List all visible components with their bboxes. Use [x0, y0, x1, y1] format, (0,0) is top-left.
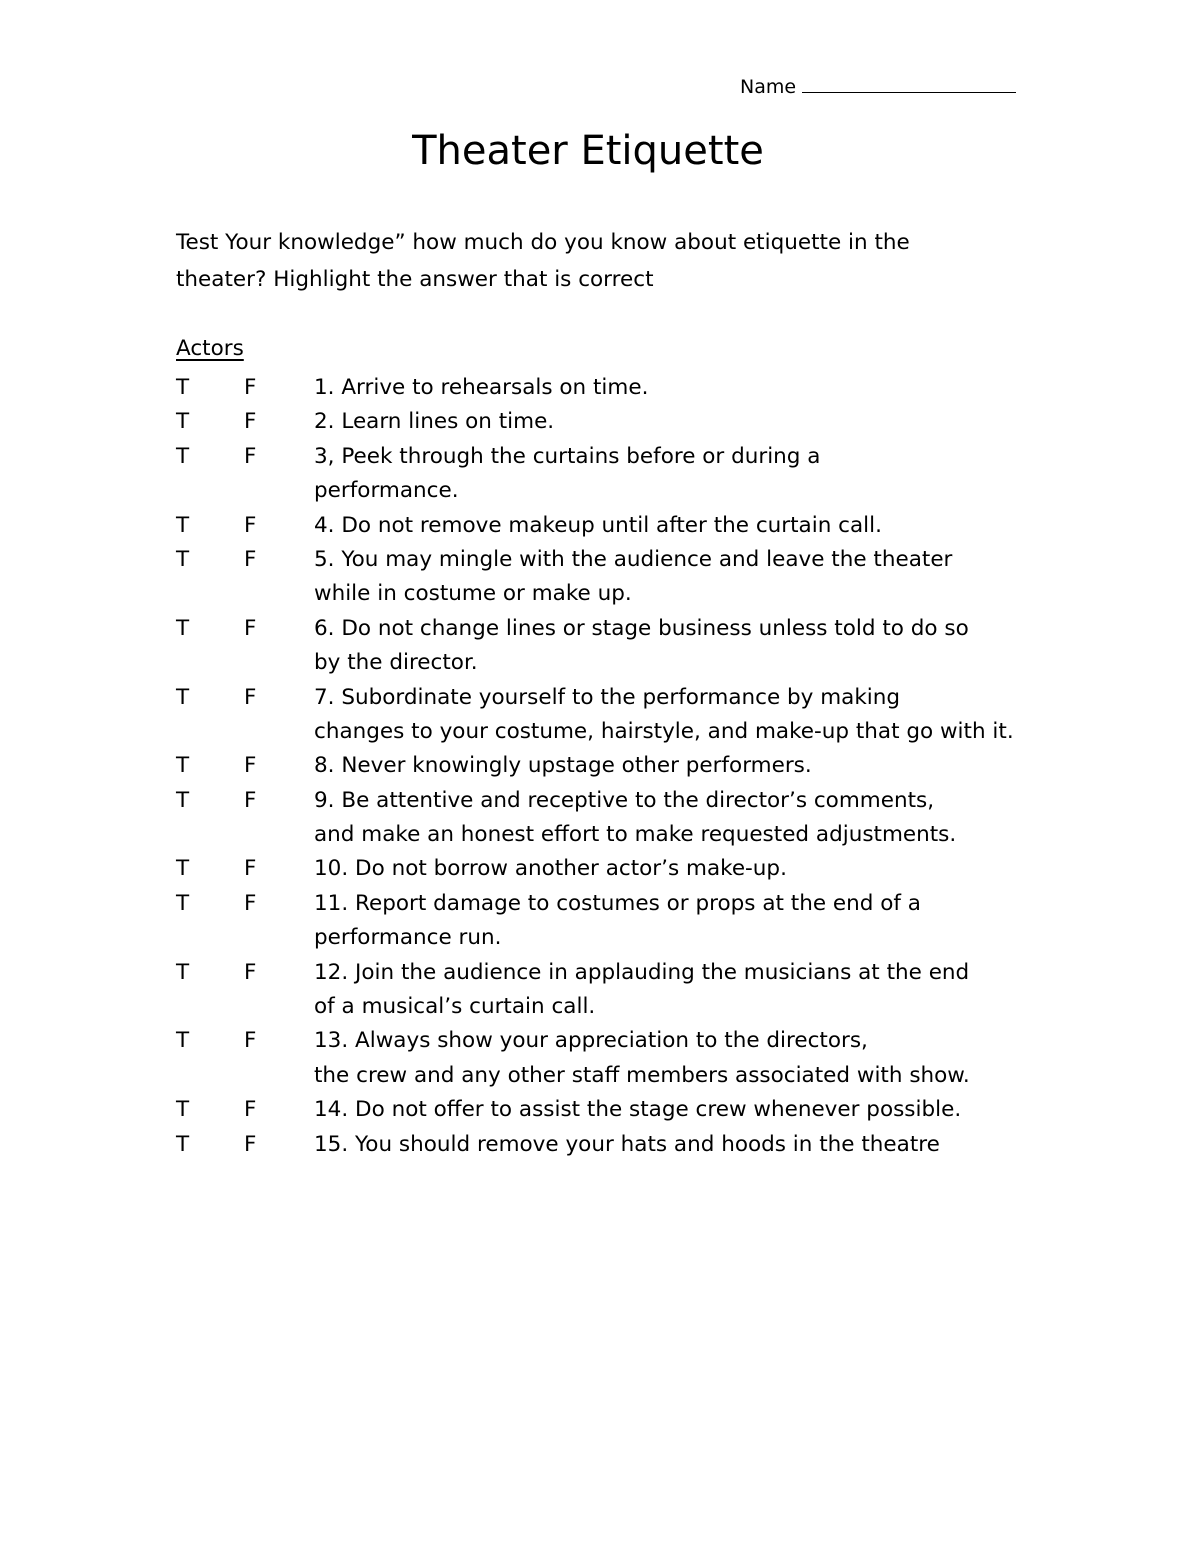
false-option[interactable]: F — [244, 443, 257, 469]
intro-text — [176, 224, 976, 298]
question-text — [314, 887, 1056, 956]
question-line: of a musical’s curtain call. — [314, 994, 596, 1020]
question-item — [176, 440, 1056, 509]
question-line: 10. Do not borrow another actor’s make-up. — [314, 856, 787, 882]
question-line: 13. Always show your appreciation to the directors, — [314, 1028, 868, 1054]
false-option[interactable]: F — [244, 409, 257, 435]
question-item — [176, 681, 1056, 750]
question-line: 2. Learn lines on time. — [314, 409, 555, 435]
question-line: 12. Join the audience in applauding the musicians at the end — [314, 959, 970, 985]
question-line: 4. Do not remove makeup until after the curtain call. — [314, 512, 882, 538]
question-line: while in costume or make up. — [314, 581, 632, 607]
question-item — [176, 371, 1056, 405]
question-line: 1. Arrive to rehearsals on time. — [314, 375, 649, 400]
true-option[interactable]: T — [176, 512, 190, 538]
question-item — [176, 749, 1056, 783]
question-line: 15. You should remove your hats and hoods in the theatre — [314, 1131, 940, 1157]
question-text — [314, 509, 1056, 543]
section-heading-actors: Actors — [176, 336, 244, 361]
question-line: performance. — [314, 478, 459, 504]
false-option[interactable]: F — [244, 615, 257, 641]
question-text — [314, 749, 1056, 783]
false-option[interactable]: F — [244, 1028, 257, 1054]
question-text — [314, 371, 1056, 405]
name-field — [740, 74, 1016, 98]
question-item — [176, 612, 1056, 681]
question-item — [176, 887, 1056, 956]
false-option[interactable]: F — [244, 890, 257, 916]
question-line: performance run. — [314, 925, 502, 951]
question-text — [314, 956, 1056, 1025]
question-item — [176, 852, 1056, 886]
false-option[interactable]: F — [244, 753, 257, 779]
false-option[interactable]: F — [244, 512, 257, 538]
question-line: 5. You may mingle with the audience and leave the theater — [314, 546, 953, 572]
intro-line-1: Test Your knowledge” how much do you know about etiquette in the — [176, 230, 910, 255]
question-text — [314, 1093, 1056, 1127]
question-item — [176, 1128, 1056, 1162]
page-title: Theater Etiquette — [412, 128, 764, 174]
true-option[interactable]: T — [176, 546, 190, 572]
question-line: 6. Do not change lines or stage business unless told to do so — [314, 615, 969, 641]
question-text — [314, 405, 1056, 439]
false-option[interactable]: F — [244, 684, 257, 710]
question-item — [176, 784, 1056, 853]
question-item — [176, 956, 1056, 1025]
false-option[interactable]: F — [244, 1097, 257, 1123]
question-line: 7. Subordinate yourself to the performance by making — [314, 684, 901, 710]
question-line: 11. Report damage to costumes or props at the end of a — [314, 890, 921, 916]
question-line: by the director. — [314, 650, 478, 676]
true-option[interactable]: T — [176, 890, 190, 916]
false-option[interactable]: F — [244, 856, 257, 882]
question-line: and make an honest effort to make requested adjustments. — [314, 822, 957, 848]
true-option[interactable]: T — [176, 1131, 190, 1157]
question-text — [314, 1128, 1056, 1162]
question-item — [176, 405, 1056, 439]
true-option[interactable]: T — [176, 443, 190, 469]
question-line: 8. Never knowingly upstage other performers. — [314, 753, 812, 779]
question-line: 9. Be attentive and receptive to the director’s comments, — [314, 787, 935, 813]
intro-line-2: theater? Highlight the answer that is correct — [176, 267, 654, 292]
false-option[interactable]: F — [244, 375, 257, 400]
question-text — [314, 784, 1056, 853]
true-option[interactable]: T — [176, 959, 190, 985]
true-option[interactable]: T — [176, 375, 190, 400]
true-option[interactable]: T — [176, 856, 190, 882]
true-option[interactable]: T — [176, 684, 190, 710]
question-list — [176, 371, 1056, 1162]
question-line: changes to your costume, hairstyle, and make-up that go with it. — [314, 718, 1014, 744]
question-text — [314, 440, 1056, 509]
question-text — [314, 681, 1056, 750]
name-label: Name — [740, 76, 797, 98]
question-item — [176, 509, 1056, 543]
question-line: 14. Do not offer to assist the stage crew whenever possible. — [314, 1097, 962, 1123]
true-option[interactable]: T — [176, 1097, 190, 1123]
false-option[interactable]: F — [244, 959, 257, 985]
false-option[interactable]: F — [244, 787, 257, 813]
question-item — [176, 1093, 1056, 1127]
name-blank-line[interactable] — [802, 74, 1016, 93]
true-option[interactable]: T — [176, 753, 190, 779]
question-item — [176, 1024, 1056, 1093]
question-text — [314, 852, 1056, 886]
true-option[interactable]: T — [176, 615, 190, 641]
question-text — [314, 543, 1056, 612]
true-option[interactable]: T — [176, 1028, 190, 1054]
question-text — [314, 1024, 1056, 1093]
question-line: the crew and any other staff members associated with show. — [314, 1062, 970, 1088]
question-line: 3, Peek through the curtains before or during a — [314, 443, 821, 469]
question-text — [314, 612, 1056, 681]
false-option[interactable]: F — [244, 546, 257, 572]
true-option[interactable]: T — [176, 409, 190, 435]
question-item — [176, 543, 1056, 612]
true-option[interactable]: T — [176, 787, 190, 813]
false-option[interactable]: F — [244, 1131, 257, 1157]
